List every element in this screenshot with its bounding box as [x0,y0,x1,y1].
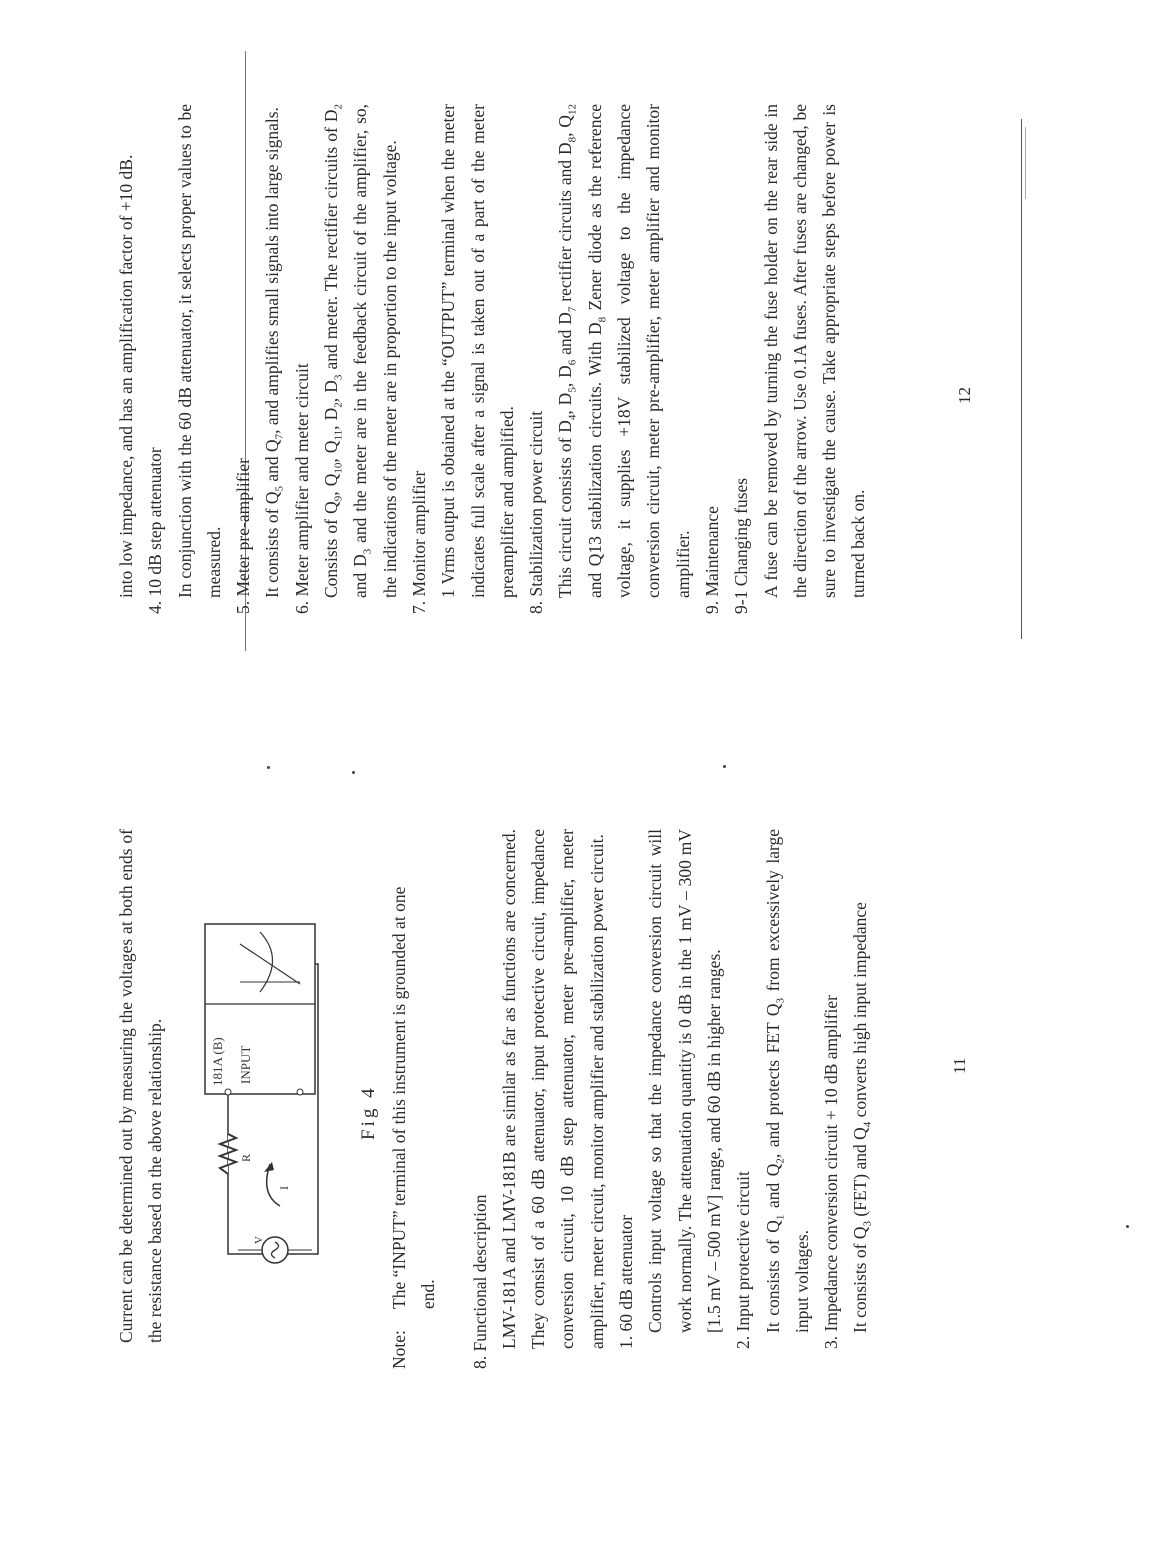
section-6-text: Consists of $Q_9$, $Q_{10}$, $Q_{11}$, $D_2$, $D_3$ and meter. The rectifier circuits of $D_2$ and $D_3$ and the meter are in the feedback circuit of the amplifier, so, the indications of the meter are in proportion to the input voltage. [321,103,400,598]
figure-caption: Fig 4 [358,1085,379,1140]
page-number-12: 12 [955,387,974,404]
note-text: The “INPUT” terminal of this instrument is grounded at one end. [389,886,439,1309]
section-5-text: It consists of $Q_5$ and $Q_7$, and amplifies small signals into large signals. [262,107,286,598]
scan-dot [267,766,270,769]
section-6-title: 6. Meter amplifier and meter circuit [291,363,312,614]
section-3-text: It consists of $Q_3$ (FET) and $Q_4$ converts high input impedance [850,902,874,1333]
voltage-label: V [253,1236,265,1244]
section-1-text: Controls input voltage so that the impedance conversion circuit will work normally. The attenuation quantity is 0 dB in the 1 mV – 300 mV [1.5 mV – 500 mV] range, and 60 dB in higher ranges. [645,829,724,1333]
section-8b-text: This circuit consists of $D_4$, $D_5$, $D_6$ and $D_7$ rectifier circuits and $D_8$, $Q_{12}$ and Q13 stabilization circuits. With $D_8$ Zener diode as the reference voltage, it supplies +18V stabilized voltage to the impedance conversion circuit, meter pre-amplifier, meter amplifier and monitor amplifier. [555,103,693,598]
section-4-title: 4. 10 dB step attenuator [145,447,166,614]
scan-dot [1126,1225,1129,1228]
section-2-text: It consists of $Q_1$ and $Q_2$, and protects FET $Q_3$ from excessively large input voltages. [762,829,812,1333]
input-terminal-hot [225,1089,231,1095]
resistor-symbol [220,1134,236,1174]
section-8-title: 8. Functional description [469,1194,490,1369]
page-number-11: 11 [950,1057,969,1074]
section-5-title: 5. Meter pre-amplifier [233,458,254,614]
intro-paragraph: Current can be determined out by measuring the voltages at both ends of the resistance based on the above relationship. [116,829,166,1343]
scan-line-right [1025,127,1026,199]
section-7-text: 1 Vrms output is obtained at the “OUTPUT” terminal when the meter indicates full scale after a signal is taken out of a part of the meter preamplifier and amplified. [438,104,517,598]
scan-dot [352,771,355,774]
section-8b-title: 8. Stabilization power circuit [526,410,547,614]
meter-model-label: 181A (B) [210,1037,225,1086]
input-terminal-ground [297,1089,303,1095]
section-1-title: 1. 60 dB attenuator [616,1214,637,1349]
scan-line-top [1021,119,1022,639]
section-9-title: 9. Maintenance [701,506,722,614]
page-11-column [112,829,171,1369]
section-3-continued: into low impedance, and has an amplification factor of +10 dB. [116,154,136,598]
section-2-title: 2. Input protective circuit [733,1171,754,1349]
resistor-label: R [239,1153,253,1162]
scan-dot [723,765,726,768]
section-9-1-text: A fuse can be removed by turning the fuse holder on the rear side in the direction of the arrow. Use 0.1A fuses. After fuses are changed, be sure to investigate the cause. Take appropriate steps before power is turned back on. [760,104,869,598]
section-3-title: 3. Impedance conversion circuit + 10 dB amplifier [821,995,842,1349]
section-8-text: LMV-181A and LMV-181B are similar as far as functions are concerned. They consist of a 60 dB attenuator, input protective circuit, impedance conversion circuit, 10 dB step attenuator, meter pre-amplifier, meter amplifier, meter circuit, monitor amplifier and stabilization power circuit. [498,829,607,1349]
note [385,829,444,1369]
fig4-circuit-diagram [200,914,350,1274]
section-7-title: 7. Monitor amplifier [408,470,429,614]
section-9-1-title: 9-1 Changing fuses [731,477,752,614]
page-12-column [112,104,874,634]
current-label: I [277,1186,291,1190]
meter-input-label: INPUT [238,1045,253,1084]
section-4-text: In conjunction with the 60 dB attenuator, it selects proper values to be measured. [174,104,224,598]
page-11-body [385,829,876,1369]
note-label: Note: [389,1330,409,1369]
